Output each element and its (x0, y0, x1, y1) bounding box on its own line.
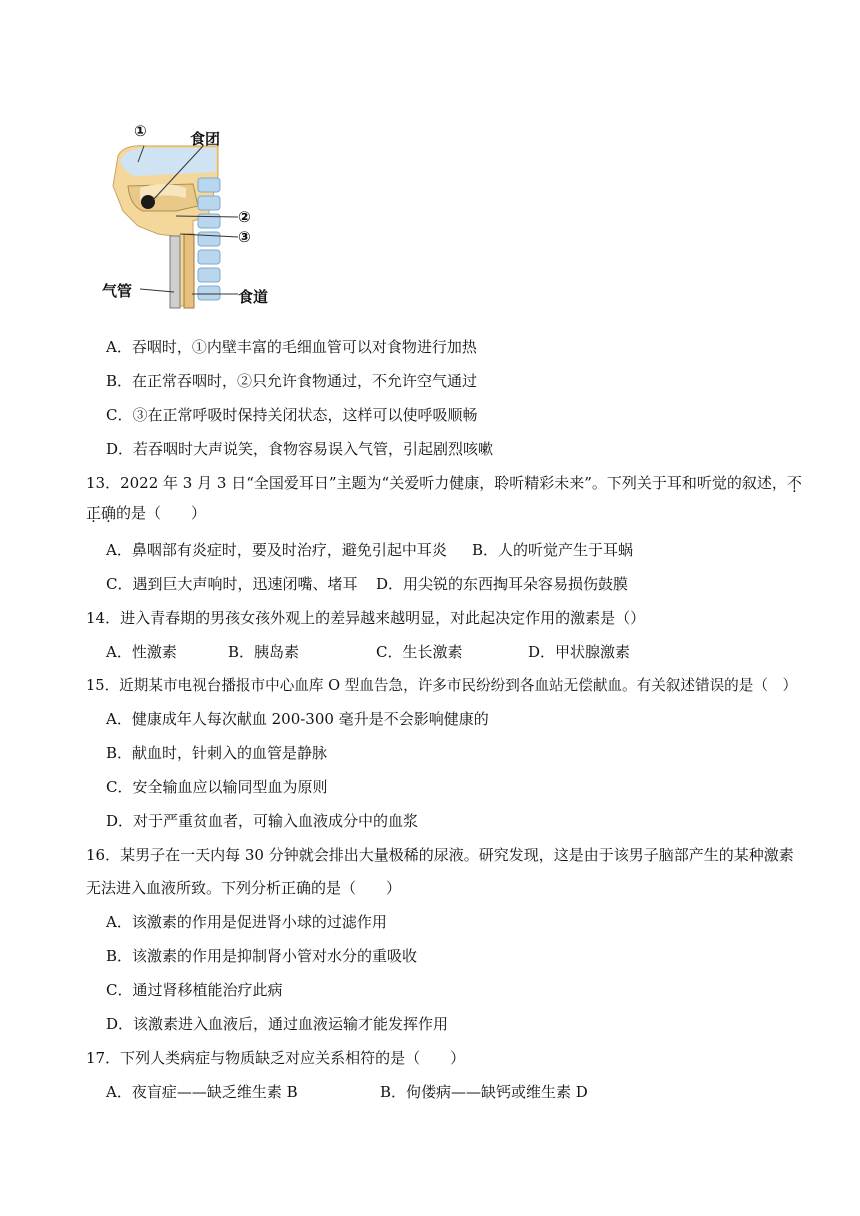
q13-stem-tail: 的是（ ） (116, 504, 207, 522)
q12-option-d: D．若吞咽时大声说笑，食物容易误入气管，引起剧烈咳嗽 (106, 440, 494, 458)
q17-stem: 17．下列人类病症与物质缺乏对应关系相符的是（ ） (86, 1049, 466, 1067)
q13-option-b: B．人的听觉产生于耳蜗 (472, 541, 634, 559)
q17-option-a: A．夜盲症——缺乏维生素 B (106, 1083, 298, 1101)
q14-option-a: A．性激素 (106, 643, 177, 661)
label-circle-2: ② (238, 208, 251, 226)
q13-stem-line2 (86, 503, 206, 523)
q14-option-c: C．生长激素 (376, 643, 463, 661)
label-trachea: 气管 (102, 282, 133, 300)
q17-option-b: B．佝偻病——缺钙或维生素 D (380, 1083, 588, 1101)
q14-option-b: B．胰岛素 (228, 643, 300, 661)
q13-option-c: C．遇到巨大声响时，迅速闭嘴、堵耳 (106, 575, 358, 593)
q13-emphasis-char: 确 (101, 504, 117, 522)
q13-stem-text: 13．2022 年 3 月 3 日“全国爱耳日”主题为“关爱听力健康，聆听精彩未来”。下列关于耳和听觉的叙述， (86, 474, 787, 492)
q12-option-c: C．③在正常呼吸时保持关闭状态，这样可以使呼吸顺畅 (106, 406, 478, 424)
q12-option-a: A．吞咽时，①内壁丰富的毛细血管可以对食物进行加热 (106, 338, 477, 356)
q13-option-d: D．用尖锐的东西掏耳朵容易损伤鼓膜 (376, 575, 629, 593)
q15-option-c: C．安全输血应以输同型血为原则 (106, 778, 328, 796)
q13-option-a: A．鼻咽部有炎症时，要及时治疗，避免引起中耳炎 (106, 541, 447, 559)
q15-option-a: A．健康成年人每次献血 200-300 毫升是不会影响健康的 (106, 710, 489, 728)
label-circle-1: ① (134, 122, 147, 140)
q13-emphasis-char: 正 (86, 504, 102, 522)
q16-option-d: D．该激素进入血液后，通过血液运输才能发挥作用 (106, 1015, 449, 1033)
label-bolus: 食团 (190, 130, 221, 148)
q16-option-a: A．该激素的作用是促进肾小球的过滤作用 (106, 913, 387, 931)
q16-option-b: B．该激素的作用是抑制肾小管对水分的重吸收 (106, 947, 418, 965)
q15-stem: 15．近期某市电视台播报市中心血库 O 型血告急，许多市民纷纷到各血站无偿献血。有关叙述错误的是（ ） (86, 677, 798, 694)
q14-stem: 14．进入青春期的男孩女孩外观上的差异越来越明显，对此起决定作用的激素是（） (86, 609, 646, 627)
label-circle-3: ③ (238, 228, 251, 246)
q12-option-b: B．在正常吞咽时，②只允许食物通过，不允许空气通过 (106, 372, 478, 390)
q16-stem-line2: 无法进入血液所致。下列分析正确的是（ ） (86, 879, 402, 897)
q15-option-b: B．献血时，针刺入的血管是静脉 (106, 744, 328, 762)
label-esophagus: 食道 (238, 288, 269, 306)
q14-option-d: D．甲状腺激素 (528, 643, 631, 661)
q13-emphasis-char: 不 (786, 474, 802, 492)
q16-option-c: C．通过肾移植能治疗此病 (106, 981, 283, 999)
q13-stem-line1 (86, 473, 802, 493)
q16-stem-line1: 16．某男子在一天内每 30 分钟就会排出大量极稀的尿液。研究发现，这是由于该男子脑部产生的某种激素 (86, 846, 794, 864)
pharynx-diagram (98, 116, 288, 316)
q15-option-d: D．对于严重贫血者，可输入血液成分中的血浆 (106, 812, 419, 830)
